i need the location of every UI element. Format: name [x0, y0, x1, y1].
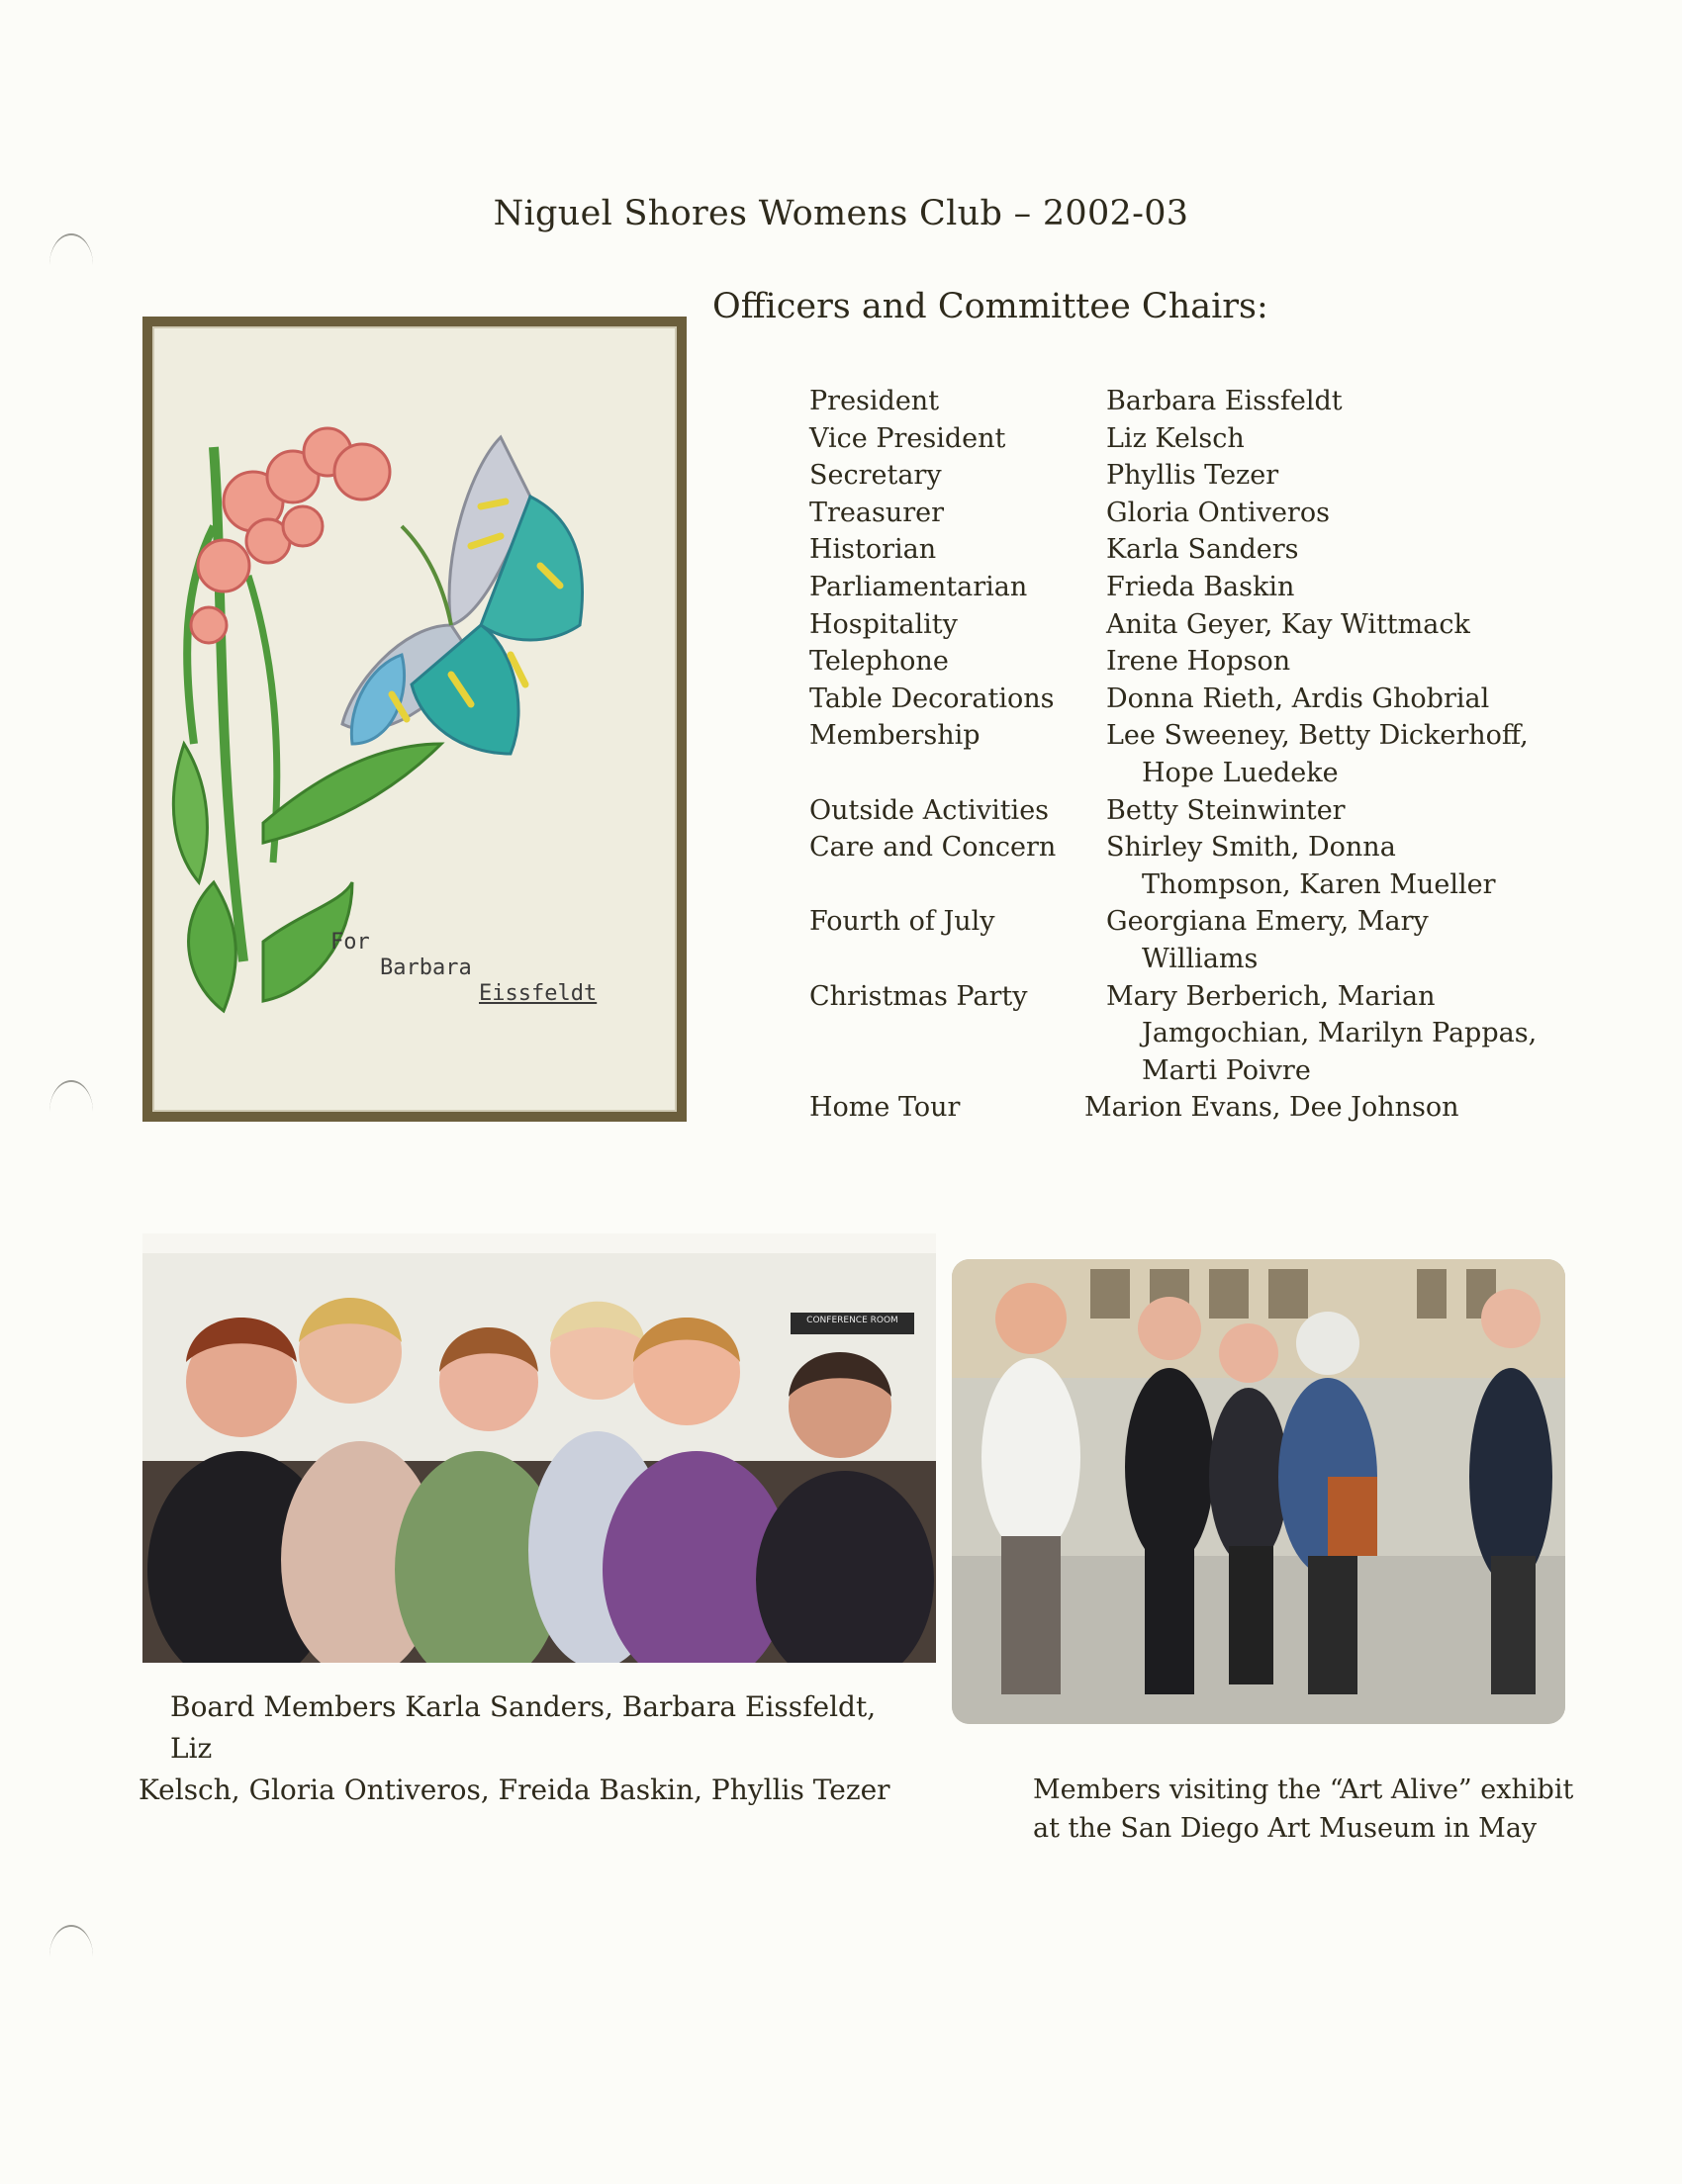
officer-row: [809, 569, 1601, 606]
officer-holder: Georgiana Emery, Mary: [1106, 906, 1429, 938]
officer-role: Secretary: [809, 460, 942, 492]
board-members-caption: [139, 1686, 920, 1811]
officer-role: Christmas Party: [809, 980, 1028, 1012]
officer-row: [809, 717, 1601, 791]
caption-line: Members visiting the “Art Alive” exhibit: [1033, 1774, 1574, 1805]
officer-role: Outside Activities: [809, 794, 1050, 826]
officer-holder-cont: Hope Luedeke: [1142, 757, 1339, 788]
officer-role: Historian: [809, 534, 937, 566]
officer-holder: Irene Hopson: [1106, 646, 1291, 678]
officer-row: [809, 1089, 1601, 1127]
officer-row: [809, 457, 1601, 495]
officer-role: Fourth of July: [809, 906, 995, 938]
officer-holder: Shirley Smith, Donna: [1106, 832, 1396, 864]
officer-role: Table Decorations: [809, 682, 1055, 714]
conference-room-sign: CONFERENCE ROOM: [806, 1316, 898, 1325]
caption-line: Kelsch, Gloria Ontiveros, Freida Baskin, Phyllis Tezer: [139, 1774, 890, 1806]
officer-row: [809, 792, 1601, 830]
officer-role: Home Tour: [809, 1092, 961, 1124]
officer-holder: Phyllis Tezer: [1106, 460, 1279, 492]
officer-role: Telephone: [809, 646, 949, 678]
caption-line: at the San Diego Art Museum in May: [1033, 1813, 1538, 1844]
officer-row: [809, 903, 1601, 977]
binder-hole-middle: [49, 1080, 93, 1112]
officers-heading: Officers and Committee Chairs:: [712, 287, 1268, 326]
binder-hole-bottom: [49, 1925, 93, 1956]
museum-visit-caption: [1033, 1771, 1627, 1848]
officer-holder: Liz Kelsch: [1106, 422, 1245, 454]
museum-visit-photo: [952, 1259, 1565, 1724]
board-members-illustration: [142, 1233, 936, 1663]
officer-holder: Gloria Ontiveros: [1106, 497, 1330, 528]
dedication-line: For: [330, 930, 370, 955]
officer-holder: Lee Sweeney, Betty Dickerhoff,: [1106, 720, 1529, 752]
officer-row: [809, 681, 1601, 718]
officer-holder-cont: Thompson, Karen Mueller: [1142, 868, 1496, 900]
officer-row: [809, 643, 1601, 681]
officer-row: [809, 606, 1601, 644]
officer-holder: Mary Berberich, Marian: [1106, 980, 1436, 1012]
officer-row: [809, 978, 1601, 1090]
officer-role: President: [809, 386, 940, 416]
stitched-dedication: [330, 930, 597, 1007]
officer-holder: Karla Sanders: [1106, 534, 1299, 566]
officer-holder: Marion Evans, Dee Johnson: [1084, 1092, 1459, 1124]
officer-holder-cont: Marti Poivre: [1142, 1054, 1311, 1086]
officers-list: [809, 383, 1601, 1127]
officer-row: [809, 420, 1601, 458]
officer-row: [809, 531, 1601, 569]
board-members-photo: [142, 1233, 936, 1663]
caption-line: Board Members Karla Sanders, Barbara Eissfeldt, Liz: [170, 1690, 877, 1765]
officer-row: [809, 495, 1601, 532]
officer-role: Care and Concern: [809, 832, 1057, 864]
officer-holder: Anita Geyer, Kay Wittmack: [1106, 608, 1470, 640]
officer-holder: Betty Steinwinter: [1106, 794, 1346, 826]
officer-row: [809, 829, 1601, 903]
page-title: Niguel Shores Womens Club – 2002-03: [493, 194, 1189, 233]
dedication-line: Barbara: [380, 956, 472, 980]
officer-role: Treasurer: [809, 497, 945, 528]
officer-holder: Frieda Baskin: [1106, 571, 1295, 602]
dedication-line: Eissfeldt: [479, 981, 598, 1006]
officer-holder: Barbara Eissfeldt: [1106, 386, 1343, 416]
officer-holder: Donna Rieth, Ardis Ghobrial: [1106, 682, 1490, 714]
museum-visit-illustration: [952, 1259, 1565, 1724]
officer-role: Membership: [809, 720, 981, 752]
binder-hole-top: [49, 233, 93, 265]
officer-row: [809, 383, 1601, 420]
officer-holder-cont: Jamgochian, Marilyn Pappas,: [1142, 1018, 1538, 1049]
officer-role: Hospitality: [809, 608, 958, 640]
cross-stitch-artwork: [142, 317, 687, 1122]
officer-holder-cont: Williams: [1142, 943, 1259, 974]
officer-role: Vice President: [809, 422, 1006, 454]
officer-role: Parliamentarian: [809, 571, 1028, 602]
